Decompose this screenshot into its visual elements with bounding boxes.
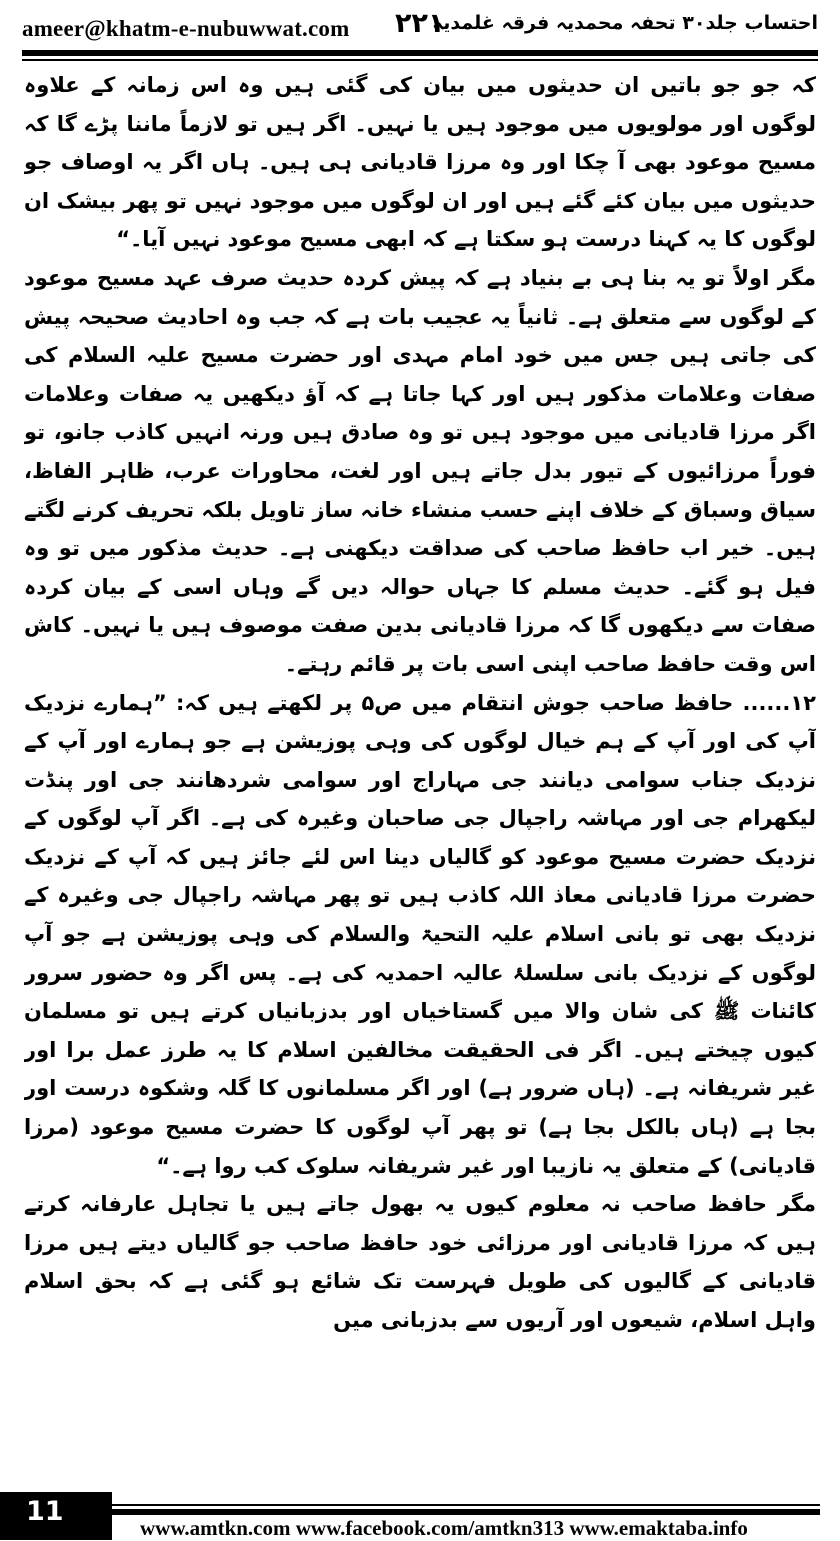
paragraph-1: کہ جو جو باتیں ان حدیثوں میں بیان کی گئی ہیں وہ اس زمانہ کے علاوہ لوگوں اور مولویوں میں موجود ہیں یا نہیں۔ اگر ہیں تو لازماً ماننا پڑے گا کہ مسیح موعود بھی آ چکا اور وہ مرزا قادیانی ہی ہیں۔ ہاں اگر یہ اوصاف جو حدیثوں میں بیان کئے گئے ہیں اور ان لوگوں میں موجود نہیں تو پھر بیشک ان لوگوں کا یہ کہنا درست ہو سکتا ہے کہ ابھی مسیح موعود نہیں آیا۔“	[24, 73, 816, 252]
footer-page-box	[0, 1492, 112, 1540]
footer-page-label: 11	[26, 1496, 64, 1527]
header-rule-thick	[22, 50, 818, 56]
paragraph-4: مگر حافظ صاحب نہ معلوم کیوں یہ بھول جاتے ہیں یا تجاہل عارفانہ کرتے ہیں کہ مرزا قادیانی اور مرزائی خود حافظ صاحب جو گالیاں دیتے ہیں مرزا قادیانی کے گالیوں کی طویل فہرست تک شائع ہو گئی ہے کہ بحق اسلام واہل اسلام، شیعوں اور آریوں سے بدزبانی میں	[24, 1192, 816, 1332]
header-email: ameer@khatm-e-nubuwwat.com	[22, 16, 350, 41]
header-page-number: ۲۲۱	[395, 8, 445, 39]
page-footer	[0, 1492, 840, 1540]
footer-urls: www.amtkn.com www.facebook.com/amtkn313 www.emaktaba.info	[140, 1516, 748, 1540]
paragraph-3: ۱۲...... حافظ صاحب جوش انتقام میں ص۵ پر لکھتے ہیں کہ: ”ہمارے نزدیک آپ کی اور آپ کے ہم خیال لوگوں کی وہی پوزیشن ہے جو ہمارے اور آپ کے نزدیک جناب سوامی دیانند جی مہاراج اور سوامی شردھانند جی اور پنڈت لیکھرام جی اور مہاشہ راجپال جی صاحبان وغیرہ کی ہے۔ اگر آپ لوگوں کے نزدیک حضرت مسیح موعود کو گالیاں دینا اس لئے جائز ہیں کہ آپ کے نزدیک حضرت مرزا قادیانی معاذ اللہ کاذب ہیں تو پھر مہاشہ راجپال جی وغیرہ کے نزدیک بھی تو بانی اسلام علیہ التحیۃ والسلام کی وہی پوزیشن ہے جو آپ لوگوں کے نزدیک بانی سلسلۂ عالیہ احمدیہ کی ہے۔ پس اگر وہ حضور سرور کائنات ﷺ کی شان والا میں گستاخیاں اور بدزبانیاں کرتے ہیں تو مسلمان کیوں چیختے ہیں۔ اگر فی الحقیقت مخالفین اسلام کا یہ طرز عمل برا اور غیر شریفانہ ہے۔ (ہاں ضرور ہے) اور اگر مسلمانوں کا گلہ وشکوہ درست اور بجا ہے (ہاں بالکل بجا ہے) تو پھر آپ لوگوں کا حضرت مسیح موعود (مرزا قادیانی) کے متعلق یہ نازیبا اور غیر شریفانہ سلوک کب روا ہے۔“	[24, 690, 816, 1178]
header-rule-thin	[22, 59, 818, 61]
body-text	[24, 66, 816, 1458]
footer-rule-thin	[112, 1504, 820, 1506]
paragraph-2: مگر اولاً تو یہ بنا ہی بے بنیاد ہے کہ پیش کردہ حدیث صرف عہد مسیح موعود کے لوگوں سے متعلق ہے۔ ثانیاً یہ عجیب بات ہے کہ جب وہ احادیث صحیحہ پیش کی جاتی ہیں جس میں خود امام مہدی اور حضرت مسیح علیہ السلام کی صفات وعلامات مذکور ہیں اور کہا جاتا ہے کہ آؤ دیکھیں یہ صفات وعلامات اگر مرزا قادیانی میں موجود ہیں تو وہ صادق ہیں ورنہ انہیں کاذب جانو، تو فوراً مرزائیوں کے تیور بدل جاتے ہیں اور لغت، محاورات عرب، ظاہر الفاظ، سیاق وسباق کے خلاف اپنے حسب منشاء خانہ ساز تاویل بلکہ تحریف کرنے لگتے ہیں۔ خیر اب حافظ صاحب کی صداقت دیکھنی ہے۔ حدیث مذکور میں تو وہ فیل ہو گئے۔ حدیث مسلم کا جہاں حوالہ دیں گے وہاں اسی کے بیان کردہ صفات سے دیکھوں گا کہ مرزا قادیانی بدین صفت موصوف ہیں یا نہیں۔ کاش اس وقت حافظ صاحب اپنی اسی بات پر قائم رہتے۔	[24, 265, 816, 676]
footer-rule-thick	[112, 1509, 820, 1515]
header-book-title: احتساب جلد۳۰ تحفہ محمدیہ فرقہ غلمدیہ	[432, 12, 818, 34]
